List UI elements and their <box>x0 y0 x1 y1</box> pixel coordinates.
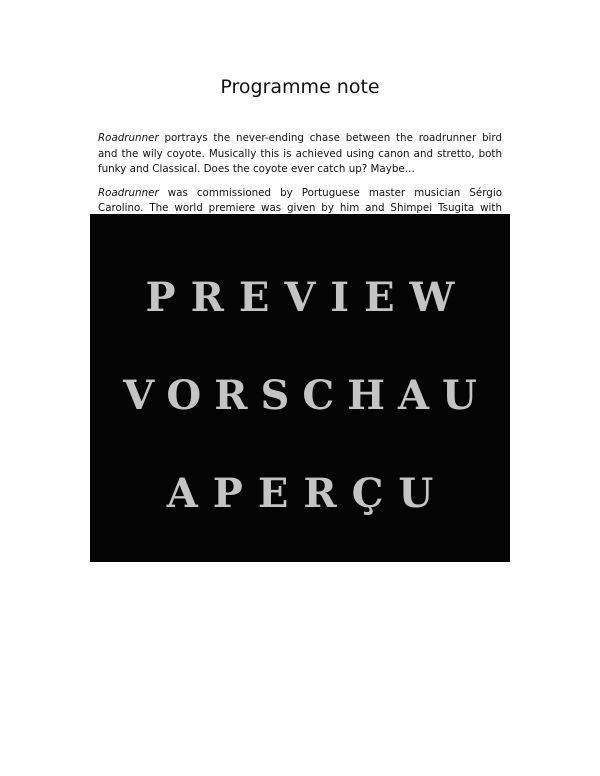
paragraph-text: was commissioned by Portuguese master musician Sérgio Carolino. The world premiere was given by him and Shimpei Tsugita with <box>98 186 502 215</box>
paragraph-text: portrays the never-ending chase between the roadrunner bird and the wily coyote. Musically this is achieved using canon and stretto, both funky and Classical. Does the coyote ever catch up? Maybe… <box>98 132 502 176</box>
work-title: Roadrunner <box>98 186 159 199</box>
watermark-line-apercu: APERÇU <box>166 470 449 517</box>
note-paragraph-1 <box>98 131 502 178</box>
work-title: Roadrunner <box>98 132 159 144</box>
watermark-line-preview: PREVIEW <box>145 274 470 321</box>
preview-watermark-overlay <box>90 214 510 562</box>
page-title: Programme note <box>220 76 380 98</box>
watermark-line-vorschau: VORSCHAU <box>123 372 490 419</box>
